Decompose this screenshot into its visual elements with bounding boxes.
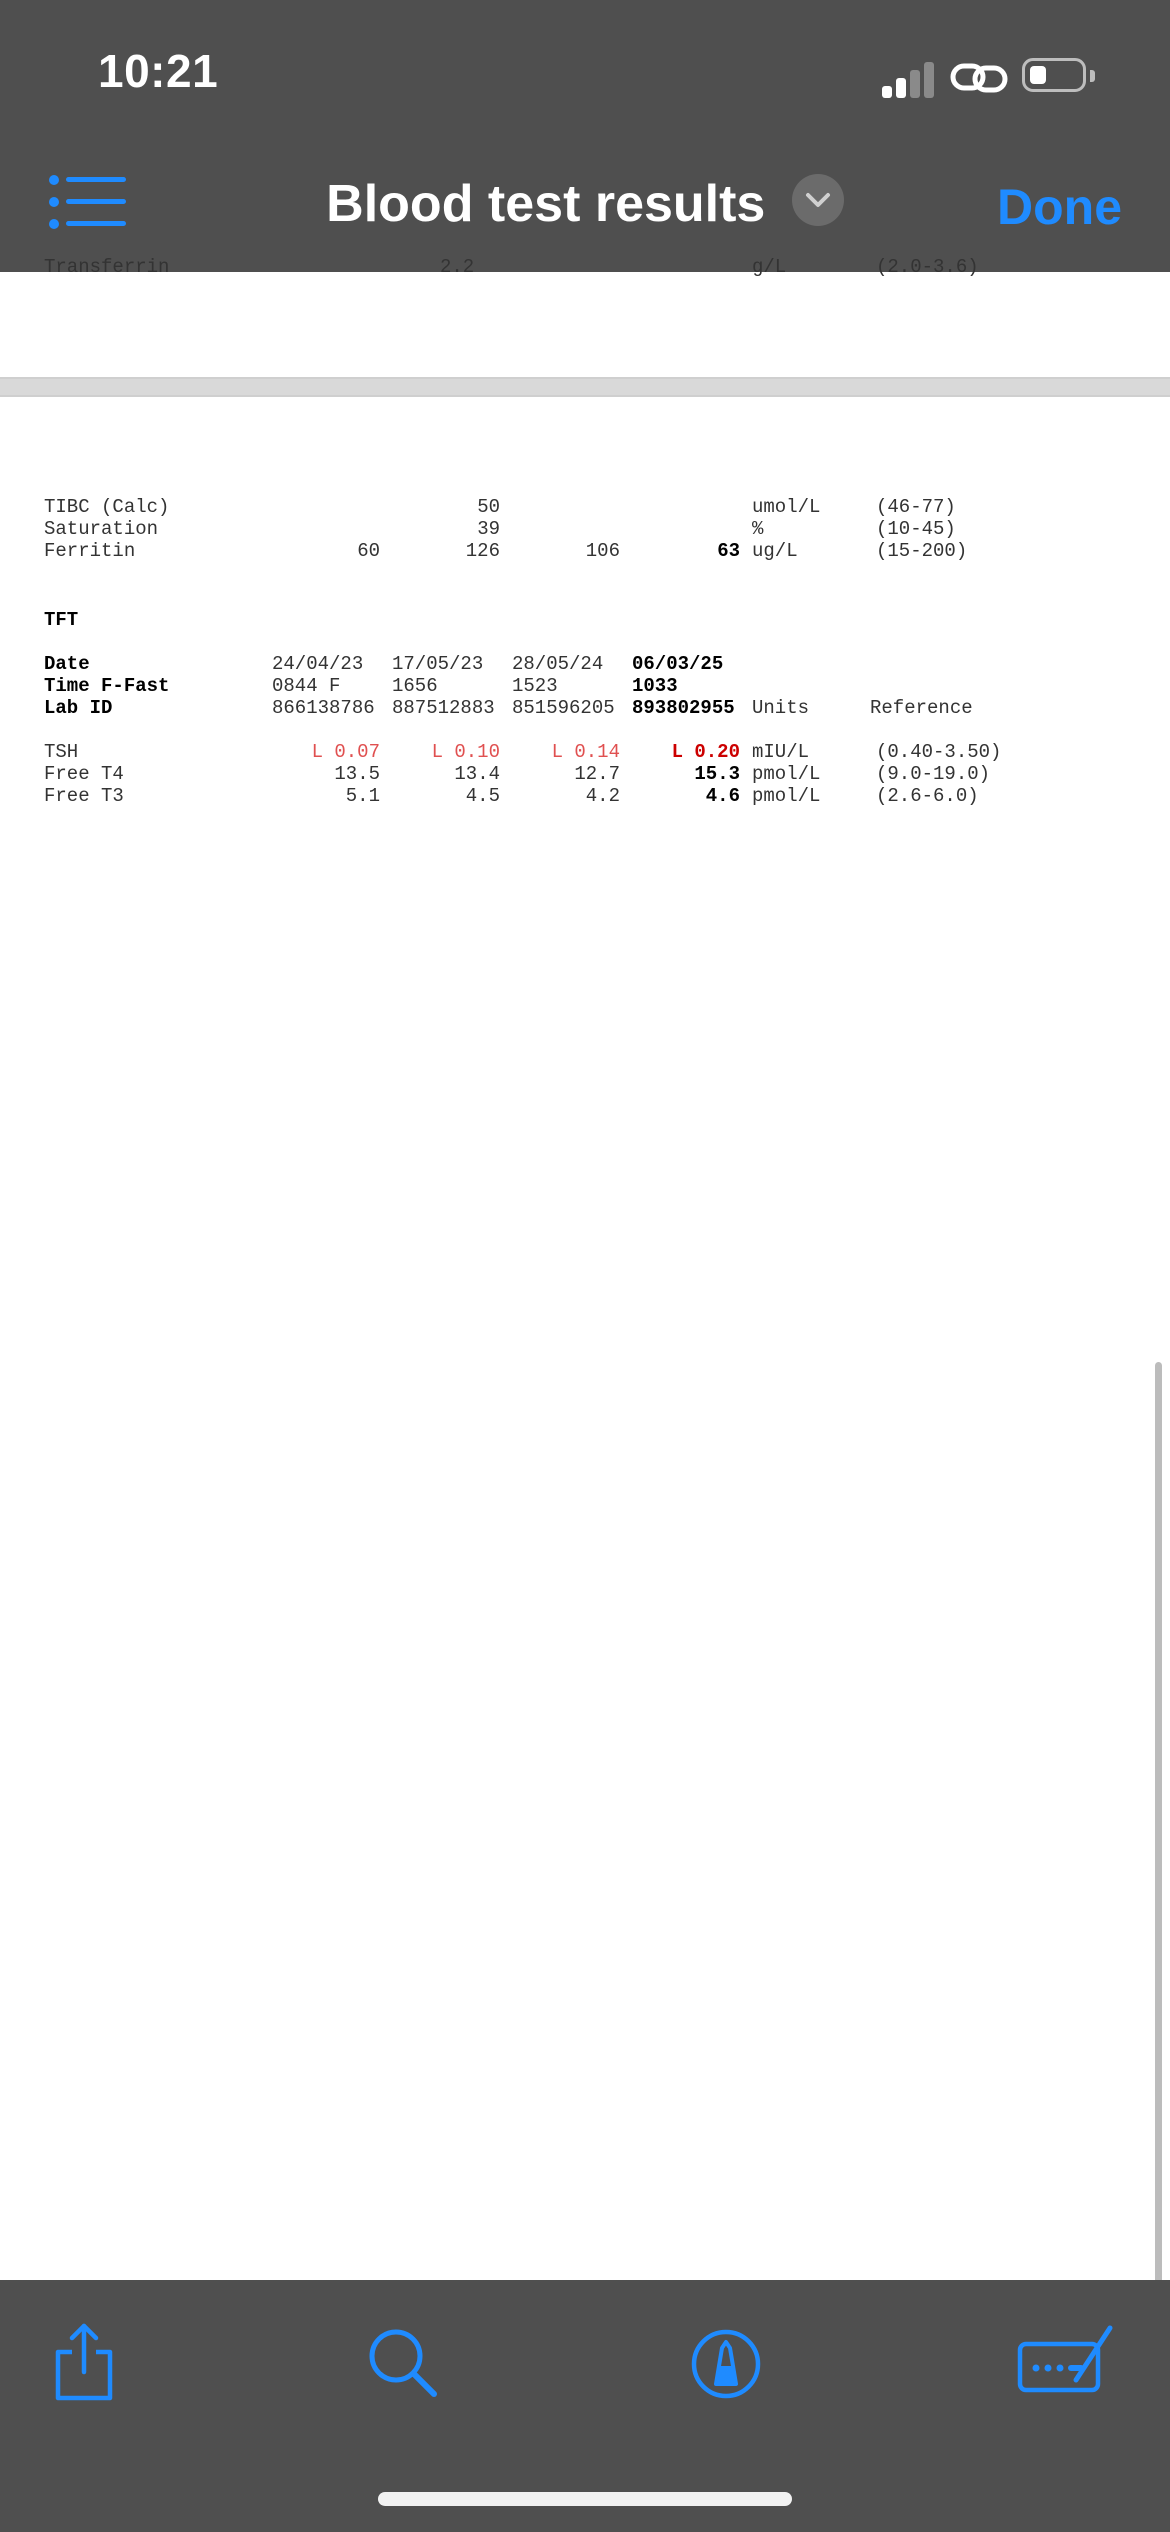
time-label: Time F-Fast (44, 675, 170, 697)
lab-id-label: Lab ID (44, 697, 113, 719)
result-value: L 0.20 (671, 741, 740, 763)
status-time: 10:21 (98, 45, 219, 97)
status-bar (0, 0, 1170, 150)
chevron-down-icon (804, 188, 832, 212)
navigation-bar (0, 150, 1170, 272)
result-label: TSH (44, 741, 79, 763)
cellular-signal-icon (882, 58, 938, 98)
result-value: L 0.14 (551, 741, 620, 763)
lab-id: 887512883 (392, 697, 495, 719)
result-value: 5.1 (345, 785, 380, 807)
result-unit: ug/L (752, 540, 798, 562)
status-icons (882, 52, 1112, 102)
result-value: 50 (477, 496, 500, 518)
units-header: Units (752, 697, 810, 719)
result-value: 12.7 (574, 763, 620, 785)
tft-heading: TFT (44, 609, 79, 631)
reference-header: Reference (870, 697, 973, 719)
result-label: Free T4 (44, 763, 124, 785)
battery-icon (1022, 58, 1086, 92)
collection-date: 24/04/23 (272, 653, 364, 675)
collection-date: 28/05/24 (512, 653, 604, 675)
result-unit: umol/L (752, 496, 821, 518)
result-value: L 0.10 (431, 741, 500, 763)
document-viewer[interactable] (0, 256, 1170, 2280)
result-value: 106 (585, 540, 620, 562)
collection-time: 1523 (512, 675, 558, 697)
share-icon[interactable] (44, 2322, 124, 2402)
keyboard-icon[interactable] (1016, 2322, 1116, 2402)
collection-date: 17/05/23 (392, 653, 484, 675)
collection-date: 06/03/25 (632, 653, 724, 675)
result-reference: (0.40-3.50) (876, 741, 1002, 763)
lab-id: 866138786 (272, 697, 375, 719)
result-label: Free T3 (44, 785, 124, 807)
result-value: 63 (717, 540, 740, 562)
search-icon[interactable] (364, 2322, 444, 2402)
result-value: 13.4 (454, 763, 500, 785)
result-reference: (2.6-6.0) (876, 785, 979, 807)
result-reference: (9.0-19.0) (876, 763, 991, 785)
result-label: TIBC (Calc) (44, 496, 170, 518)
result-value: 15.3 (694, 763, 740, 785)
result-value: 39 (477, 518, 500, 540)
result-reference: (46-77) (876, 496, 956, 518)
result-unit: pmol/L (752, 763, 821, 785)
result-value: 13.5 (334, 763, 380, 785)
result-label: Saturation (44, 518, 159, 540)
collection-time: 1033 (632, 675, 678, 697)
result-value: 4.2 (585, 785, 620, 807)
lab-id: 893802955 (632, 697, 735, 719)
title-group (0, 174, 1170, 234)
markup-icon[interactable] (686, 2322, 766, 2402)
lab-id: 851596205 (512, 697, 615, 719)
result-unit: % (752, 518, 764, 540)
transferrin-unit: g/L (752, 256, 787, 278)
collection-time: 0844 F (272, 675, 341, 697)
link-icon (950, 56, 1010, 100)
result-unit: mIU/L (752, 741, 810, 763)
result-value: 4.6 (705, 785, 740, 807)
page-separator (0, 377, 1170, 397)
document-title[interactable]: Blood test results (326, 175, 766, 233)
result-reference: (15-200) (876, 540, 968, 562)
result-unit: pmol/L (752, 785, 821, 807)
result-value: 126 (465, 540, 500, 562)
current-page (0, 397, 1170, 2280)
done-button[interactable]: Done (997, 179, 1122, 235)
title-menu-button[interactable] (792, 174, 844, 226)
date-label: Date (44, 653, 90, 675)
result-value: 4.5 (465, 785, 500, 807)
transferrin-value: 2.2 (440, 256, 475, 278)
previous-page (0, 256, 1170, 377)
transferrin-label: Transferrin (44, 256, 170, 278)
home-indicator[interactable] (378, 2492, 792, 2506)
result-reference: (10-45) (876, 518, 956, 540)
collection-time: 1656 (392, 675, 438, 697)
result-value: L 0.07 (311, 741, 380, 763)
result-value: 60 (357, 540, 380, 562)
transferrin-reference: (2.0-3.6) (876, 256, 979, 278)
result-label: Ferritin (44, 540, 136, 562)
